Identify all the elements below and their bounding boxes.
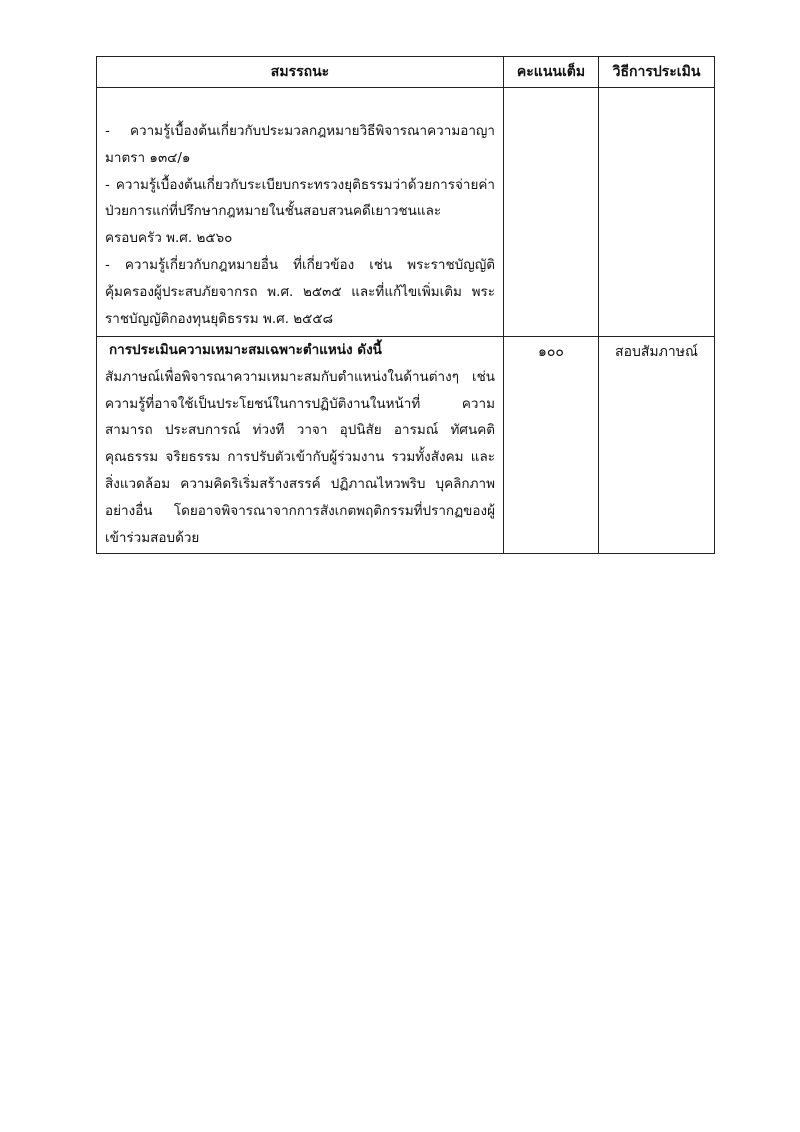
competency-cell [97, 337, 504, 554]
full-score-cell [504, 88, 599, 337]
full-score-value: ๑๐๐ [538, 344, 564, 360]
header-method: วิธีการประเมิน [599, 57, 715, 88]
competency-cell [97, 88, 504, 337]
list-item: - ความรู้เบื้องต้นเกี่ยวกับประมวลกฎหมายวิธีพิจารณาความอาญา มาตรา ๑๓๔/๑ [105, 123, 495, 166]
table-header-row [97, 57, 715, 88]
section-body: สัมภาษณ์เพื่อพิจารณาความเหมาะสมกับตำแหน่งในด้านต่างๆ เช่น ความรู้ที่อาจใช้เป็นประโยชน์ในการปฏิบัติงานในหน้าที่ ความสามารถ ประสบการณ์ ท่วงที วาจา อุปนิสัย อารมณ์ ทัศนคติ คุณธรรม จริยธรรม การปรับตัวเข้ากับผู้ร่วมงาน รวมทั้งสังคม และสิ่งแวดล้อม ความคิดริเริ่มสร้างสรรค์ ปฏิภาณไหวพริบ บุคลิกภาพอย่างอื่น โดยอาจพิจารณาจากการสังเกตพฤติกรรมที่ปรากฏของผู้เข้าร่วมสอบด้วย [105, 368, 495, 546]
method-value [599, 88, 714, 90]
full-score-cell [504, 337, 599, 554]
list-item: - ความรู้เบื้องต้นเกี่ยวกับระเบียบกระทรวงยุติธรรมว่าด้วยการจ่ายค่าป่วยการแก่ที่ปรึกษากฎหมายในชั้นสอบสวนคดีเยาวชนและครอบครัว พ.ศ. ๒๕๖๐ [105, 176, 495, 247]
method-value: สอบสัมภาษณ์ [615, 344, 698, 360]
table-row [97, 88, 715, 337]
list-item: - ความรู้เกี่ยวกับกฎหมายอื่น ที่เกี่ยวข้อง เช่น พระราชบัญญัติคุ้มครองผู้ประสบภัยจากรถ พ.ศ. ๒๕๓๕ และที่แก้ไขเพิ่มเติม พระราชบัญญัติกองทุนยุติธรรม พ.ศ. ๒๕๕๘ [105, 256, 495, 327]
table-row [97, 337, 715, 554]
section-heading: การประเมินความเหมาะสมเฉพาะตำแหน่ง ดังนี้ [109, 342, 382, 358]
method-cell [599, 337, 715, 554]
full-score-value [504, 88, 598, 90]
knowledge-list [97, 88, 503, 332]
competency-table [96, 56, 715, 554]
header-competency: สมรรถนะ [97, 57, 504, 88]
method-cell [599, 88, 715, 337]
header-full-score: คะแนนเต็ม [504, 57, 599, 88]
